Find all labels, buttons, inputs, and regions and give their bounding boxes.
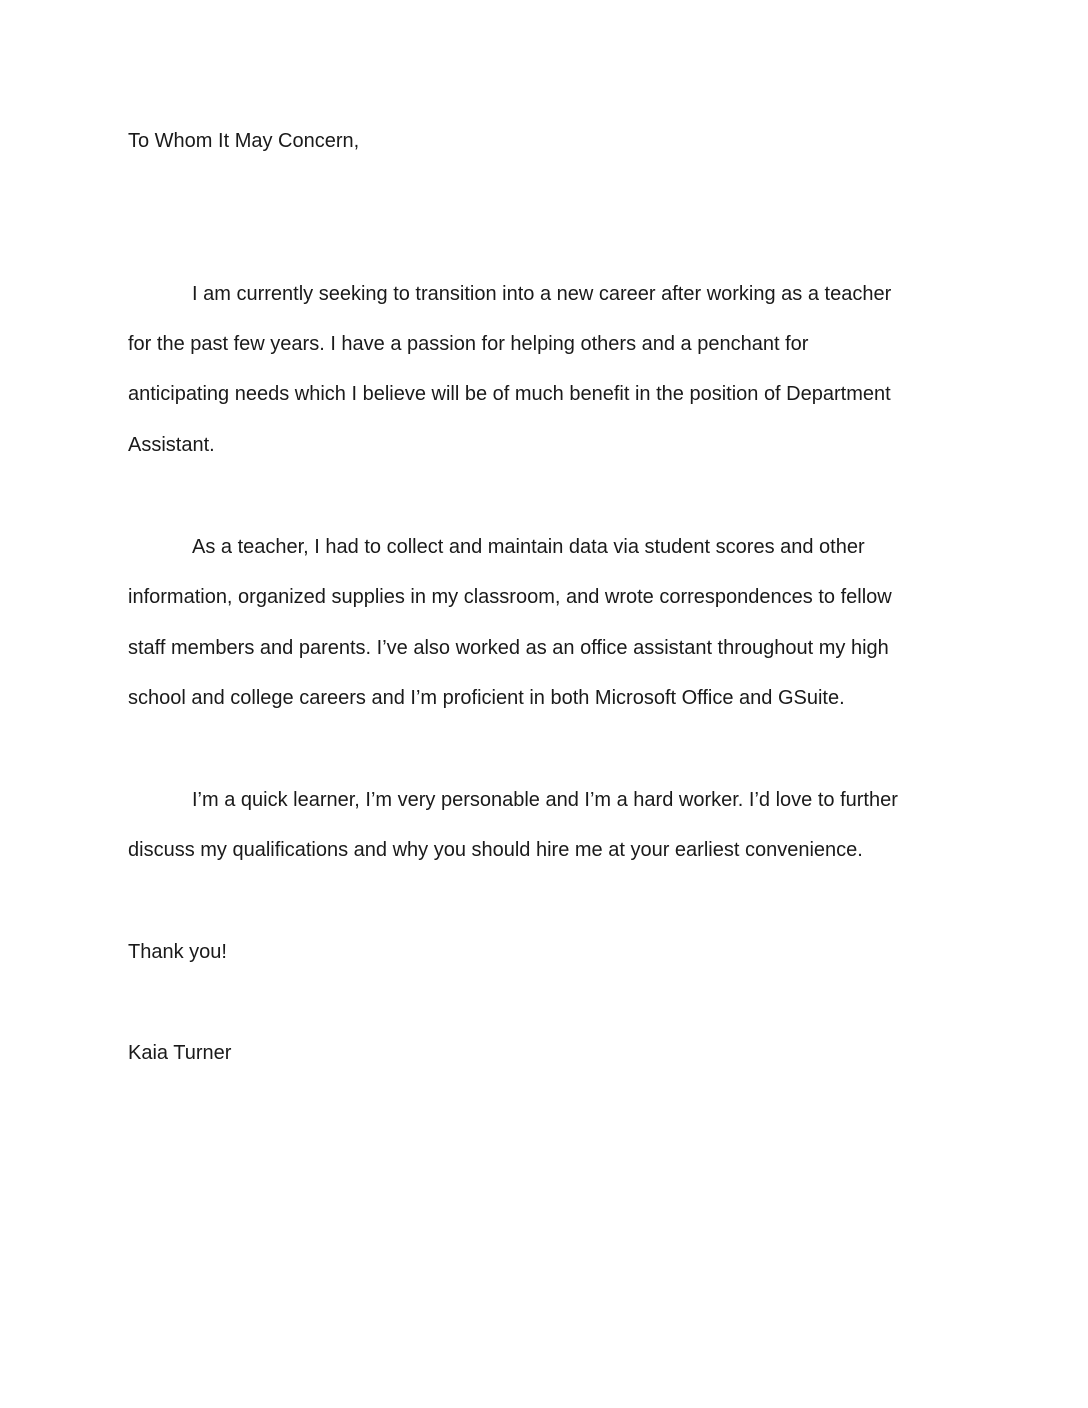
signature: Kaia Turner [128, 1042, 232, 1064]
paragraph-1-line-1: I am currently seeking to transition into a new career after working as a teacher [192, 283, 892, 305]
paragraph-2-line-2: information, organized supplies in my classroom, and wrote correspondences to fellow [128, 586, 892, 608]
paragraph-2-line-3: staff members and parents. I’ve also worked as an office assistant throughout my high [128, 637, 889, 659]
paragraph-1-line-4: Assistant. [128, 434, 215, 456]
salutation: To Whom It May Concern, [128, 130, 360, 152]
paragraph-2-line-4: school and college careers and I’m proficient in both Microsoft Office and GSuite. [128, 687, 845, 709]
paragraph-3-line-2: discuss my qualifications and why you should hire me at your earliest convenience. [128, 839, 863, 861]
closing: Thank you! [128, 941, 227, 963]
paragraph-3-line-1: I’m a quick learner, I’m very personable and I’m a hard worker. I’d love to further [192, 789, 898, 811]
paragraph-1-line-3: anticipating needs which I believe will be of much benefit in the position of Department [128, 383, 891, 405]
paragraph-1-line-2: for the past few years. I have a passion for helping others and a penchant for [128, 333, 809, 355]
paragraph-2-line-1: As a teacher, I had to collect and maintain data via student scores and other [192, 536, 865, 558]
